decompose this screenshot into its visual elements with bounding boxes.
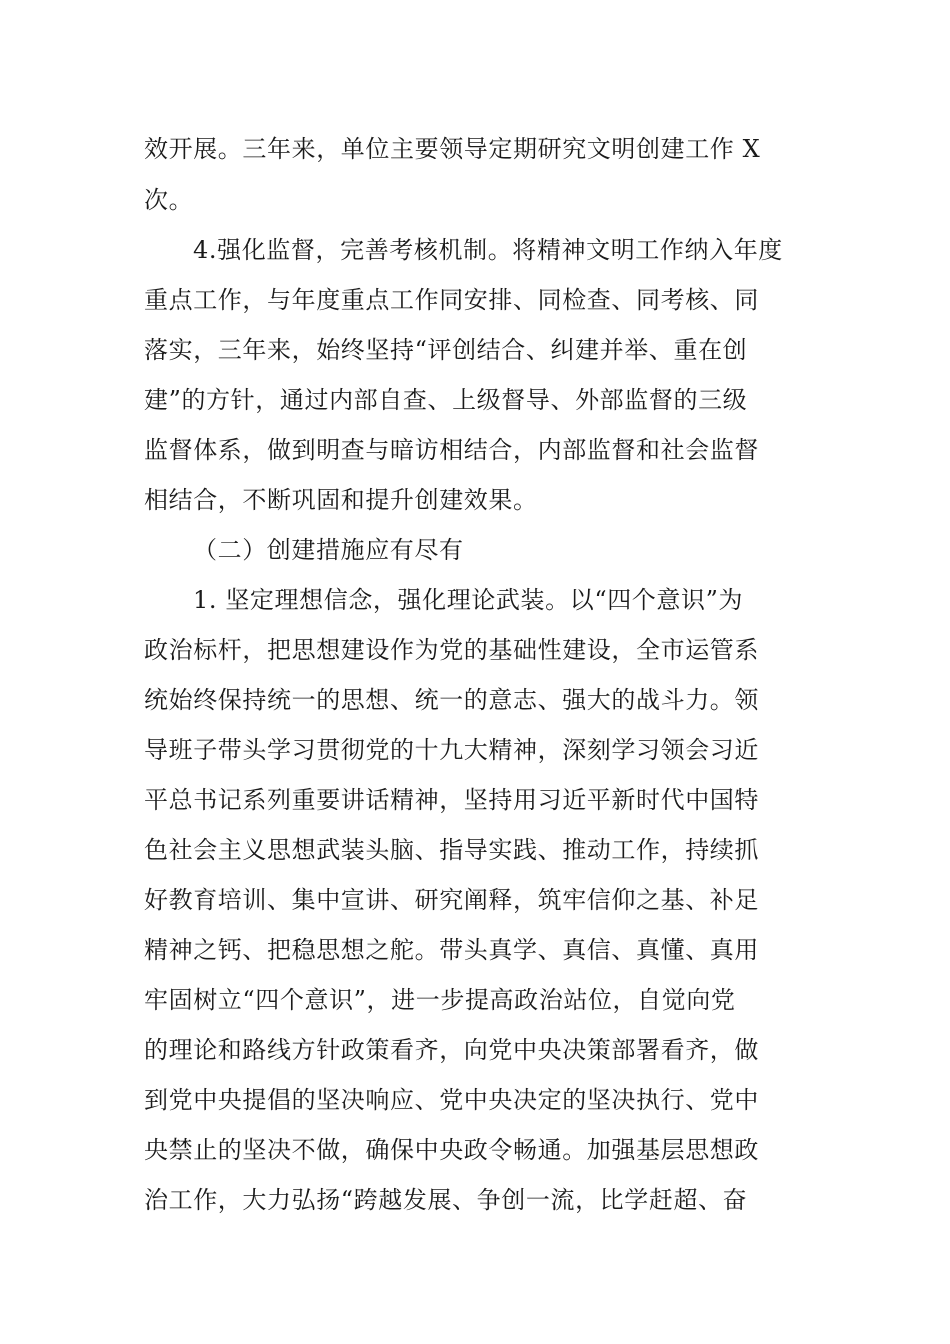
text-line: 精神之钙、把稳思想之舵。带头真学、真信、真懂、真用 (144, 936, 759, 964)
text-line: 监督体系，做到明查与暗访相结合，内部监督和社会监督 (144, 436, 759, 464)
text-line: 导班子带头学习贯彻党的十九大精神，深刻学习领会习近 (144, 736, 759, 764)
text-line: 1. 坚定理想信念，强化理论武装。以“四个意识”为 (193, 586, 744, 614)
text-line: 相结合，不断巩固和提升创建效果。 (144, 486, 538, 514)
text-line: 效开展。三年来，单位主要领导定期研究文明创建工作 X (144, 135, 761, 163)
text-line: 落实，三年来，始终坚持“评创结合、纠建并举、重在创 (144, 336, 748, 364)
text-line: 的理论和路线方针政策看齐，向党中央决策部署看齐，做 (144, 1036, 759, 1064)
text-line: 好教育培训、集中宣讲、研究阐释，筑牢信仰之基、补足 (144, 886, 759, 914)
text-line: 色社会主义思想武装头脑、指导实践、推动工作，持续抓 (144, 836, 759, 864)
text-line: 平总书记系列重要讲话精神，坚持用习近平新时代中国特 (144, 786, 759, 814)
section-heading: （二）创建措施应有尽有 (193, 536, 464, 564)
text-line: 建”的方针，通过内部自查、上级督导、外部监督的三级 (144, 386, 748, 414)
text-line: 到党中央提倡的坚决响应、党中央决定的坚决执行、党中 (144, 1086, 759, 1114)
text-line: 重点工作，与年度重点工作同安排、同检查、同考核、同 (144, 286, 759, 314)
text-line: 4.强化监督，完善考核机制。将精神文明工作纳入年度 (193, 236, 783, 264)
text-line: 央禁止的坚决不做，确保中央政令畅通。加强基层思想政 (144, 1136, 759, 1164)
text-line: 治工作，大力弘扬“跨越发展、争创一流，比学赶超、奋 (144, 1186, 748, 1214)
text-line: 统始终保持统一的思想、统一的意志、强大的战斗力。领 (144, 686, 759, 714)
text-line: 次。 (144, 186, 194, 214)
text-line: 政治标杆，把思想建设作为党的基础性建设，全市运管系 (144, 636, 759, 664)
text-line: 牢固树立“四个意识”，进一步提高政治站位，自觉向党 (144, 986, 736, 1014)
